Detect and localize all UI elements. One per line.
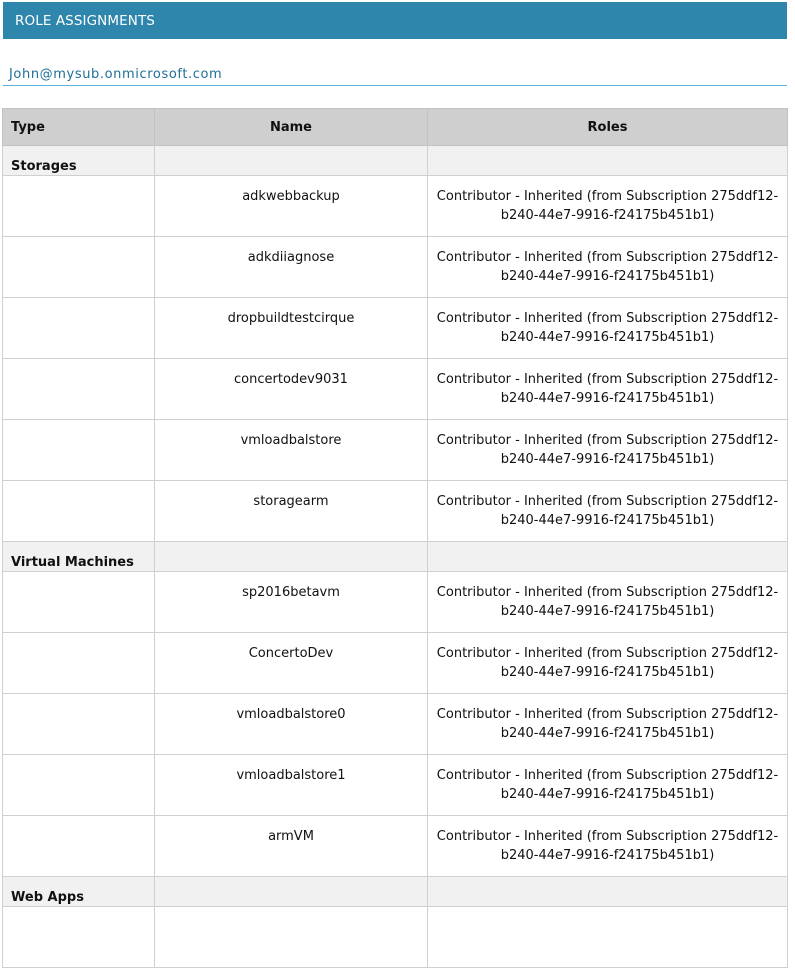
resource-name <box>155 907 428 968</box>
type-cell <box>3 176 155 237</box>
resource-name: adkdiiagnose <box>155 237 428 298</box>
role-text-line2: b240-44e7-9916-f24175b451b1) <box>500 604 715 619</box>
table-row <box>3 176 788 237</box>
role-text-line1: Contributor - Inherited (from Subscription 275ddf12- <box>436 646 779 661</box>
role-text-line1: Contributor - Inherited (from Subscription 275ddf12- <box>436 494 779 509</box>
group-type-label: Storages <box>3 146 155 176</box>
role-cell <box>428 755 788 816</box>
type-cell <box>3 633 155 694</box>
table-row <box>3 816 788 877</box>
type-cell <box>3 755 155 816</box>
role-cell <box>428 481 788 542</box>
table-row <box>3 481 788 542</box>
group-roles-cell <box>428 146 788 176</box>
role-cell <box>428 694 788 755</box>
group-roles-cell <box>428 542 788 572</box>
role-text-line2: b240-44e7-9916-f24175b451b1) <box>500 269 715 284</box>
role-text-line2: b240-44e7-9916-f24175b451b1) <box>500 452 715 467</box>
type-cell <box>3 298 155 359</box>
table-row <box>3 420 788 481</box>
role-assignments-header <box>3 2 787 39</box>
type-cell <box>3 572 155 633</box>
type-cell <box>3 694 155 755</box>
role-text-line1: Contributor - Inherited (from Subscription 275ddf12- <box>436 829 779 844</box>
resource-name: storagearm <box>155 481 428 542</box>
group-type-label: Virtual Machines <box>3 542 155 572</box>
table-row <box>3 694 788 755</box>
type-cell <box>3 907 155 968</box>
role-text-line2: b240-44e7-9916-f24175b451b1) <box>500 665 715 680</box>
role-cell <box>428 572 788 633</box>
user-email-line <box>3 60 787 86</box>
column-header-name: Name <box>155 109 428 146</box>
resource-name: sp2016betavm <box>155 572 428 633</box>
type-cell <box>3 359 155 420</box>
column-header-roles: Roles <box>428 109 788 146</box>
table-row <box>3 755 788 816</box>
group-roles-cell <box>428 877 788 907</box>
role-text-line1: Contributor - Inherited (from Subscription 275ddf12- <box>436 433 779 448</box>
table-header-row <box>3 109 788 146</box>
role-text-line2: b240-44e7-9916-f24175b451b1) <box>500 726 715 741</box>
resource-name: vmloadbalstore <box>155 420 428 481</box>
role-text-line2: b240-44e7-9916-f24175b451b1) <box>500 391 715 406</box>
resource-name: dropbuildtestcirque <box>155 298 428 359</box>
role-text-line1: Contributor - Inherited (from Subscription 275ddf12- <box>436 311 779 326</box>
table-row <box>3 907 788 968</box>
table-row <box>3 359 788 420</box>
resource-name: adkwebbackup <box>155 176 428 237</box>
role-text-line1: Contributor - Inherited (from Subscription 275ddf12- <box>436 768 779 783</box>
role-cell <box>428 816 788 877</box>
role-text-line1: Contributor - Inherited (from Subscription 275ddf12- <box>436 250 779 265</box>
group-row <box>3 877 788 907</box>
table-row <box>3 298 788 359</box>
role-assignments-table-container <box>2 108 787 905</box>
role-assignments-table <box>2 108 788 968</box>
type-cell <box>3 420 155 481</box>
table-body <box>3 146 788 968</box>
resource-name: concertodev9031 <box>155 359 428 420</box>
group-row <box>3 146 788 176</box>
group-name-cell <box>155 542 428 572</box>
role-cell <box>428 298 788 359</box>
table-row <box>3 633 788 694</box>
table-row <box>3 572 788 633</box>
resource-name: armVM <box>155 816 428 877</box>
group-row <box>3 542 788 572</box>
column-header-type: Type <box>3 109 155 146</box>
role-cell <box>428 907 788 968</box>
type-cell <box>3 237 155 298</box>
role-text-line2: b240-44e7-9916-f24175b451b1) <box>500 848 715 863</box>
role-text-line2: b240-44e7-9916-f24175b451b1) <box>500 513 715 528</box>
role-text-line2: b240-44e7-9916-f24175b451b1) <box>500 330 715 345</box>
role-cell <box>428 176 788 237</box>
group-type-label: Web Apps <box>3 877 155 907</box>
resource-name: vmloadbalstore1 <box>155 755 428 816</box>
role-cell <box>428 633 788 694</box>
role-cell <box>428 237 788 298</box>
resource-name: vmloadbalstore0 <box>155 694 428 755</box>
type-cell <box>3 481 155 542</box>
resource-name: ConcertoDev <box>155 633 428 694</box>
role-text-line1: Contributor - Inherited (from Subscription 275ddf12- <box>436 372 779 387</box>
user-email: John@mysub.onmicrosoft.com <box>9 67 223 82</box>
role-cell <box>428 420 788 481</box>
type-cell <box>3 816 155 877</box>
header-title: ROLE ASSIGNMENTS <box>15 12 155 29</box>
group-name-cell <box>155 146 428 176</box>
role-text-line2: b240-44e7-9916-f24175b451b1) <box>500 787 715 802</box>
role-cell <box>428 359 788 420</box>
table-row <box>3 237 788 298</box>
group-name-cell <box>155 877 428 907</box>
role-text-line1: Contributor - Inherited (from Subscription 275ddf12- <box>436 585 779 600</box>
role-text-line1: Contributor - Inherited (from Subscription 275ddf12- <box>436 707 779 722</box>
role-text-line2: b240-44e7-9916-f24175b451b1) <box>500 208 715 223</box>
role-text-line1: Contributor - Inherited (from Subscription 275ddf12- <box>436 189 779 204</box>
